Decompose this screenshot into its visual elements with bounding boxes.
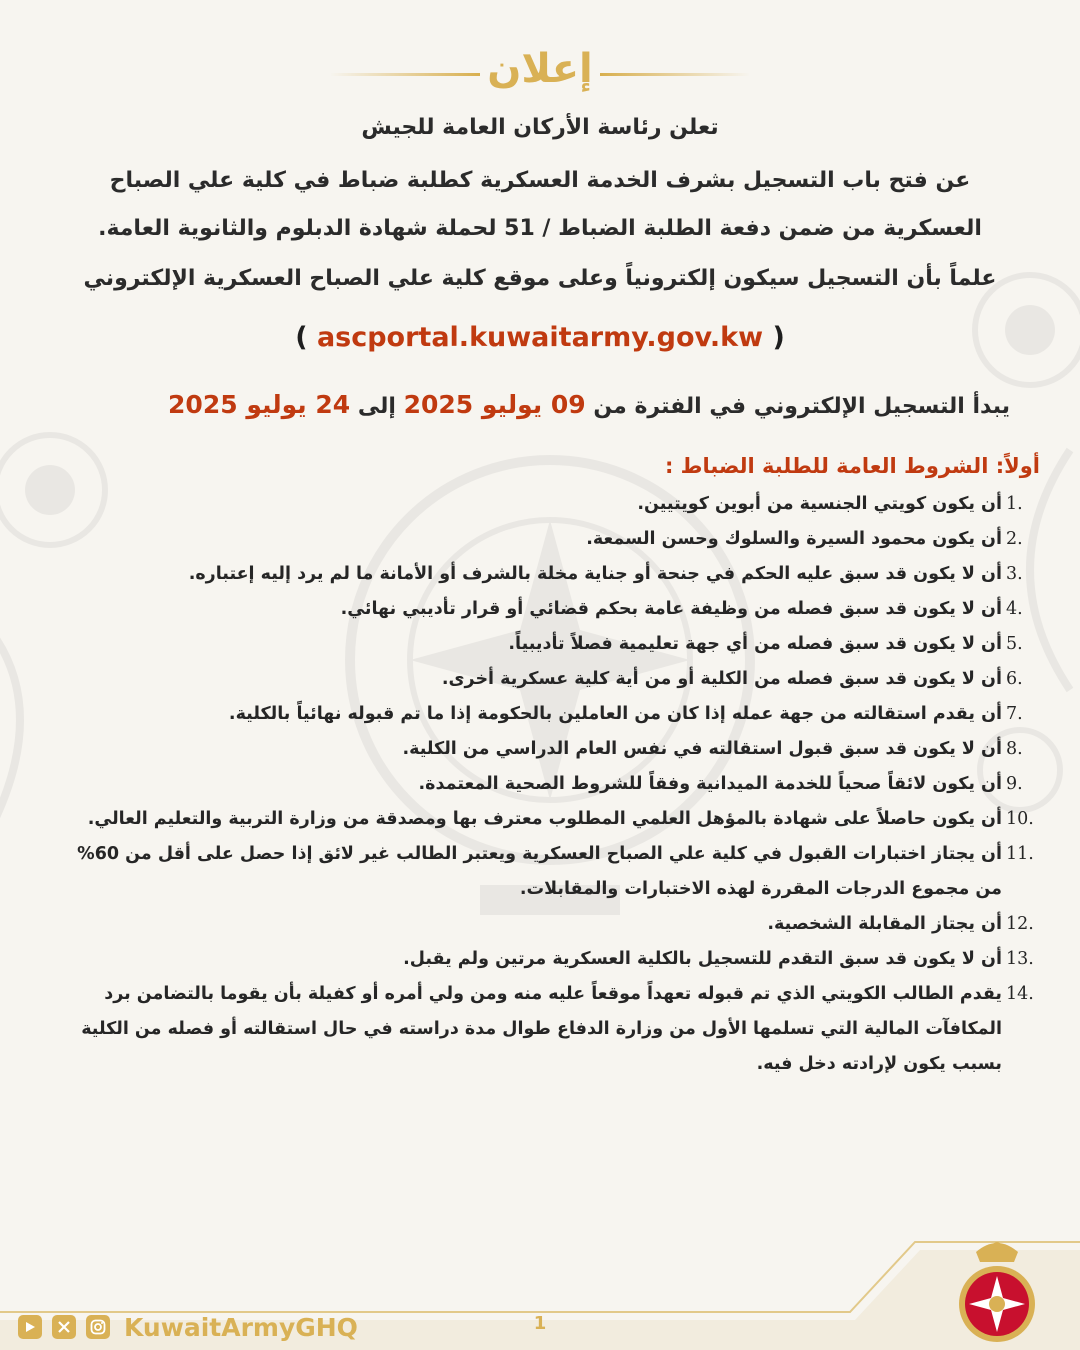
x-icon[interactable] <box>52 1315 76 1339</box>
conditions-heading: أولاً: الشروط العامة للطلبة الضباط : <box>664 454 1040 478</box>
condition-text: أن يكون محمود السيرة والسلوك وحسن السمعة. <box>586 529 1002 549</box>
period-to-word: إلى <box>357 394 396 419</box>
condition-item <box>50 487 1040 522</box>
condition-number: 10. <box>1006 809 1034 829</box>
condition-item <box>50 977 1040 1082</box>
condition-number: 4. <box>1006 599 1023 619</box>
condition-text: أن لا يكون قد سبق فصله من أي جهة تعليمية فصلاً تأديبياً. <box>508 634 1002 654</box>
condition-number: 6. <box>1006 669 1023 689</box>
condition-text: أن لا يكون قد سبق التقدم للتسجيل بالكلية العسكرية مرتين ولم يقبل. <box>403 949 1002 969</box>
condition-number: 5. <box>1006 634 1023 654</box>
page-title: إعلان <box>487 46 593 92</box>
condition-number: 13. <box>1006 949 1034 969</box>
period-to-date: 24 يوليو 2025 <box>168 390 351 419</box>
registration-link[interactable]: ascportal.kuwaitarmy.gov.kw <box>316 322 764 353</box>
social-handle[interactable]: KuwaitArmyGHQ <box>124 1312 358 1342</box>
kuwait-army-emblem-icon <box>948 1238 1046 1346</box>
condition-item <box>50 907 1040 942</box>
header <box>0 40 1080 100</box>
condition-item <box>50 942 1040 977</box>
condition-text: أن يكون حاصلاً على شهادة بالمؤهل العلمي المطلوب معترف بها ومصدقة من وزارة التربية والتعليم العالي. <box>87 809 1002 829</box>
condition-item <box>50 522 1040 557</box>
intro-line-2: عن فتح باب التسجيل بشرف الخدمة العسكرية كطلبة ضباط في كلية علي الصباح <box>109 168 971 193</box>
header-left-rule <box>330 73 480 76</box>
condition-text: أن يقدم استقالته من جهة عمله إذا كان من العاملين بالحكومة إذا ما تم قبوله نهائياً بالكلية. <box>228 704 1002 724</box>
condition-text: أن يكون كويتي الجنسية من أبوين كويتيين. <box>637 494 1002 514</box>
intro-line-4: علماً بأن التسجيل سيكون إلكترونياً وعلى موقع كلية علي الصباح العسكرية الإلكتروني <box>83 266 997 291</box>
condition-text: أن لا يكون قد سبق عليه الحكم في جنحة أو جناية مخلة بالشرف أو الأمانة ما لم يرد إليه إعتباره. <box>188 564 1002 584</box>
condition-number: 14. <box>1006 984 1034 1004</box>
youtube-icon[interactable] <box>18 1315 42 1339</box>
condition-text: أن لا يكون قد سبق قبول استقالته في نفس العام الدراسي من الكلية. <box>402 739 1002 759</box>
condition-text: يقدم الطالب الكويتي الذي تم قبوله تعهداً موقعاً عليه منه ومن ولي أمره أو كفيلة بأن يقوما بالتضامن برد المكافآت المالية التي تسلمها الأول من وزارة الدفاع طوال مدة دراسته في حال استقالته أو فصله من الكلية بسبب يكون لإرادته دخل فيه. <box>81 984 1002 1074</box>
page-number: 1 <box>533 1313 547 1334</box>
condition-item <box>50 767 1040 802</box>
period-text: يبدأ التسجيل الإلكتروني في الفترة من <box>593 394 1010 419</box>
url-close-paren: ) <box>772 322 785 353</box>
condition-item <box>50 802 1040 837</box>
condition-text: أن لا يكون قد سبق فصله من وظيفة عامة بحكم قضائي أو قرار تأديبي نهائي. <box>340 599 1002 619</box>
condition-number: 7. <box>1006 704 1023 724</box>
instagram-icon[interactable] <box>86 1315 110 1339</box>
condition-item <box>50 627 1040 662</box>
registration-period <box>50 390 1010 419</box>
condition-text: أن يجتاز اختبارات القبول في كلية علي الصباح العسكرية ويعتبر الطالب غير لائق إذا حصل على أقل من 60% من مجموع الدرجات المقررة لهذه الاختبارات والمقابلات. <box>77 844 1002 899</box>
intro-line-1: تعلن رئاسة الأركان العامة للجيش <box>361 115 719 140</box>
condition-item <box>50 662 1040 697</box>
condition-text: أن لا يكون قد سبق فصله من الكلية أو من أية كلية عسكرية أخرى. <box>441 669 1002 689</box>
header-right-rule <box>600 73 750 76</box>
condition-item <box>50 697 1040 732</box>
condition-number: 12. <box>1006 914 1034 934</box>
condition-number: 3. <box>1006 564 1023 584</box>
condition-number: 2. <box>1006 529 1023 549</box>
condition-text: أن يجتاز المقابلة الشخصية. <box>767 914 1002 934</box>
condition-item <box>50 557 1040 592</box>
conditions-list <box>50 487 1040 1082</box>
url-open-paren: ( <box>295 322 308 353</box>
condition-item <box>50 732 1040 767</box>
intro-line-3: العسكرية من ضمن دفعة الطلبة الضباط / 51 لحملة شهادة الدبلوم والثانوية العامة. <box>98 216 982 241</box>
condition-item <box>50 837 1040 907</box>
condition-number: 8. <box>1006 739 1023 759</box>
condition-number: 11. <box>1006 844 1034 864</box>
social-links <box>18 1311 358 1343</box>
condition-text: أن يكون لائقاً صحياً للخدمة الميدانية وفقاً للشروط الصحية المعتمدة. <box>418 774 1002 794</box>
registration-url <box>0 322 1080 353</box>
condition-item <box>50 592 1040 627</box>
period-from-date: 09 يوليو 2025 <box>403 390 586 419</box>
condition-number: 1. <box>1006 494 1023 514</box>
condition-number: 9. <box>1006 774 1023 794</box>
